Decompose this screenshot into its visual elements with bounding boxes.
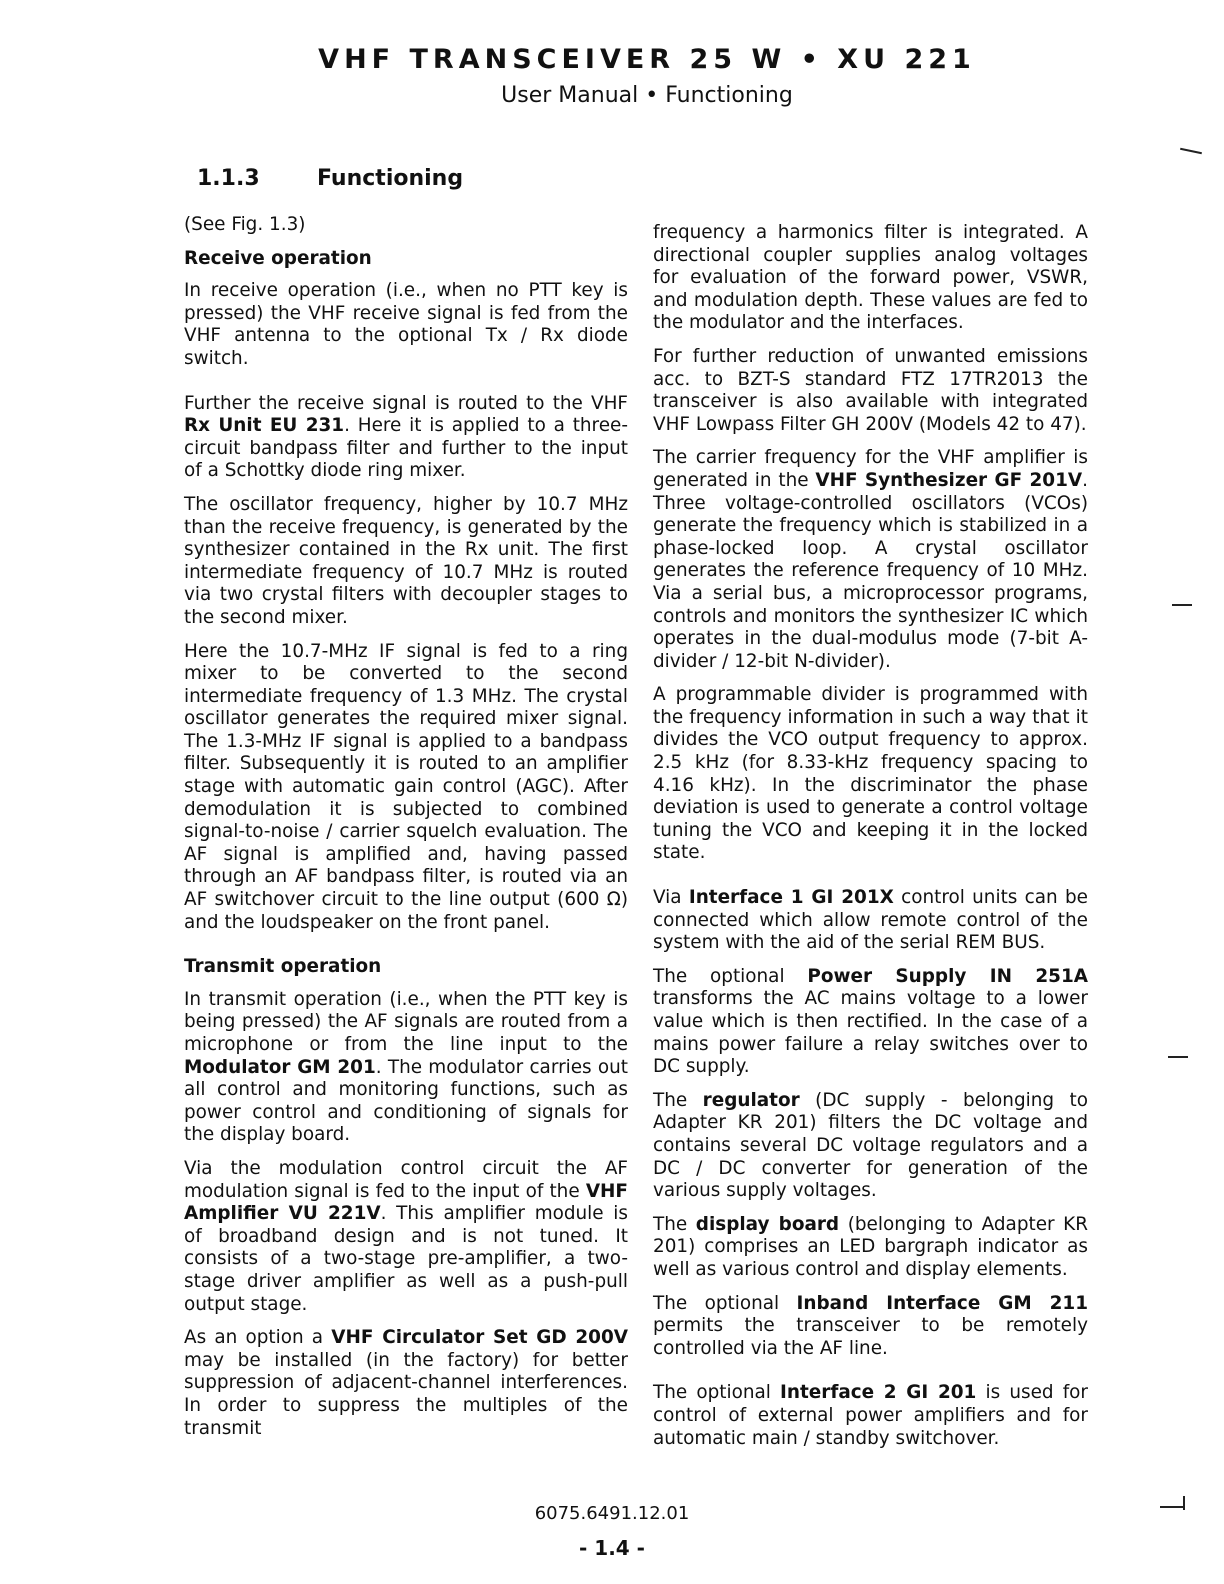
margin-tick-mark	[1183, 1496, 1185, 1510]
figure-reference: (See Fig. 1.3)	[184, 214, 306, 235]
paragraph: In receive operation (i.e., when no PTT key is pressed) the VHF receive signal is fed from the VHF antenna to the optional Tx / Rx diode switch.	[184, 280, 628, 369]
document-title: VHF TRANSCEIVER 25 W • XU 221	[318, 44, 976, 75]
paragraph: The carrier frequency for the VHF amplifier is generated in the VHF Synthesizer GF 201V. Three voltage-controlled oscillators (VCOs) generate the frequency which is stabilized in a phase-locked loop. A crystal oscillator generates the reference frequency of 10 MHz. Via a serial bus, a microprocessor programs, controls and monitors the synthesizer IC which operates in the dual-modulus mode (7-bit A-divider / 12-bit N-divider).	[653, 447, 1088, 672]
paragraph: The oscillator frequency, higher by 10.7 MHz than the receive frequency, is generated by the synthesizer contained in the Rx unit. The first intermediate frequency of 10.7 MHz is routed via two crystal filters with decoupler stages to the second mixer.	[184, 493, 628, 628]
subheading-receive: Receive operation	[184, 247, 372, 269]
paragraph: The optional Power Supply IN 251A transforms the AC mains voltage to a lower value which is then rectified. In the case of a mains power failure a relay switches over to DC supply.	[653, 965, 1088, 1078]
margin-tick-mark	[1180, 148, 1202, 155]
paragraph: For further reduction of unwanted emissions acc. to BZT-S standard FTZ 17TR2013 the transceiver is also available with integrated VHF Lowpass Filter GH 200V (Models 42 to 47).	[653, 345, 1088, 435]
paragraph: Via the modulation control circuit the AF modulation signal is fed to the input of the VHF Amplifier VU 221V. This amplifier module is of broadband design and is not tuned. It consists of a two-stage pre-amplifier, a two-stage driver amplifier as well as a push-pull output stage.	[184, 1157, 628, 1315]
paragraph: The optional Inband Interface GM 211 permits the transceiver to be remotely controlled via the AF line.	[653, 1292, 1088, 1359]
section-number: 1.1.3	[197, 166, 260, 191]
paragraph: Further the receive signal is routed to the VHF Rx Unit EU 231. Here it is applied to a three-circuit bandpass filter and further to the input of a Schottky diode ring mixer.	[184, 392, 628, 482]
section-title: Functioning	[317, 166, 464, 191]
subheading-transmit: Transmit operation	[184, 956, 382, 978]
left-column	[184, 214, 628, 1451]
paragraph: The display board (belonging to Adapter KR 201) comprises an LED bargraph indicator as well as various control and display elements.	[653, 1213, 1088, 1280]
margin-tick-mark	[1160, 1506, 1184, 1508]
paragraph: Via Interface 1 GI 201X control units can be connected which allow remote control of the system with the aid of the serial REM BUS.	[653, 887, 1088, 954]
paragraph: As an option a VHF Circulator Set GD 200V may be installed (in the factory) for better suppression of adjacent-channel interferences. In order to suppress the multiples of the transmit	[184, 1327, 628, 1439]
page-number: - 1.4 -	[579, 1536, 645, 1560]
paragraph: In transmit operation (i.e., when the PTT key is being pressed) the AF signals are routed from a microphone or from the line input to the Modulator GM 201. The modulator carries out all control and monitoring functions, such as power control and conditioning of signals for the display board.	[184, 988, 628, 1146]
document-subtitle: User Manual • Functioning	[501, 83, 793, 108]
paragraph: The optional Interface 2 GI 201 is used for control of external power amplifiers and for automatic main / standby switchover.	[653, 1382, 1088, 1449]
paragraph: The regulator (DC supply - belonging to Adapter KR 201) filters the DC voltage and contains several DC voltage regulators and a DC / DC converter for generation of the various supply voltages.	[653, 1089, 1088, 1202]
paragraph: Here the 10.7-MHz IF signal is fed to a ring mixer to be converted to the second intermediate frequency of 1.3 MHz. The crystal oscillator generates the required mixer signal. The 1.3-MHz IF signal is applied to a bandpass filter. Subsequently it is routed to an amplifier stage with automatic gain control (AGC). After demodulation it is subjected to combined signal-to-noise / carrier squelch evaluation. The AF signal is amplified and, having passed through an AF bandpass filter, is routed via an AF switchover circuit to the line output (600 Ω) and the loudspeaker on the front panel.	[184, 640, 628, 933]
paragraph: A programmable divider is programmed with the frequency information in such a way that it divides the VCO output frequency to approx. 2.5 kHz (for 8.33-kHz frequency spacing to 4.16 kHz). In the discriminator the phase deviation is used to generate a control voltage tuning the VCO and keeping it in the locked state.	[653, 684, 1088, 864]
right-column	[653, 222, 1088, 1461]
section-heading	[197, 166, 463, 191]
margin-tick-mark	[1172, 604, 1192, 606]
margin-tick-mark	[1168, 1056, 1188, 1058]
document-number: 6075.6491.12.01	[534, 1503, 690, 1524]
paragraph: frequency a harmonics filter is integrated. A directional coupler supplies analog voltages for evaluation of the forward power, VSWR, and modulation depth. These values are fed to the modulator and the interfaces.	[653, 222, 1088, 334]
